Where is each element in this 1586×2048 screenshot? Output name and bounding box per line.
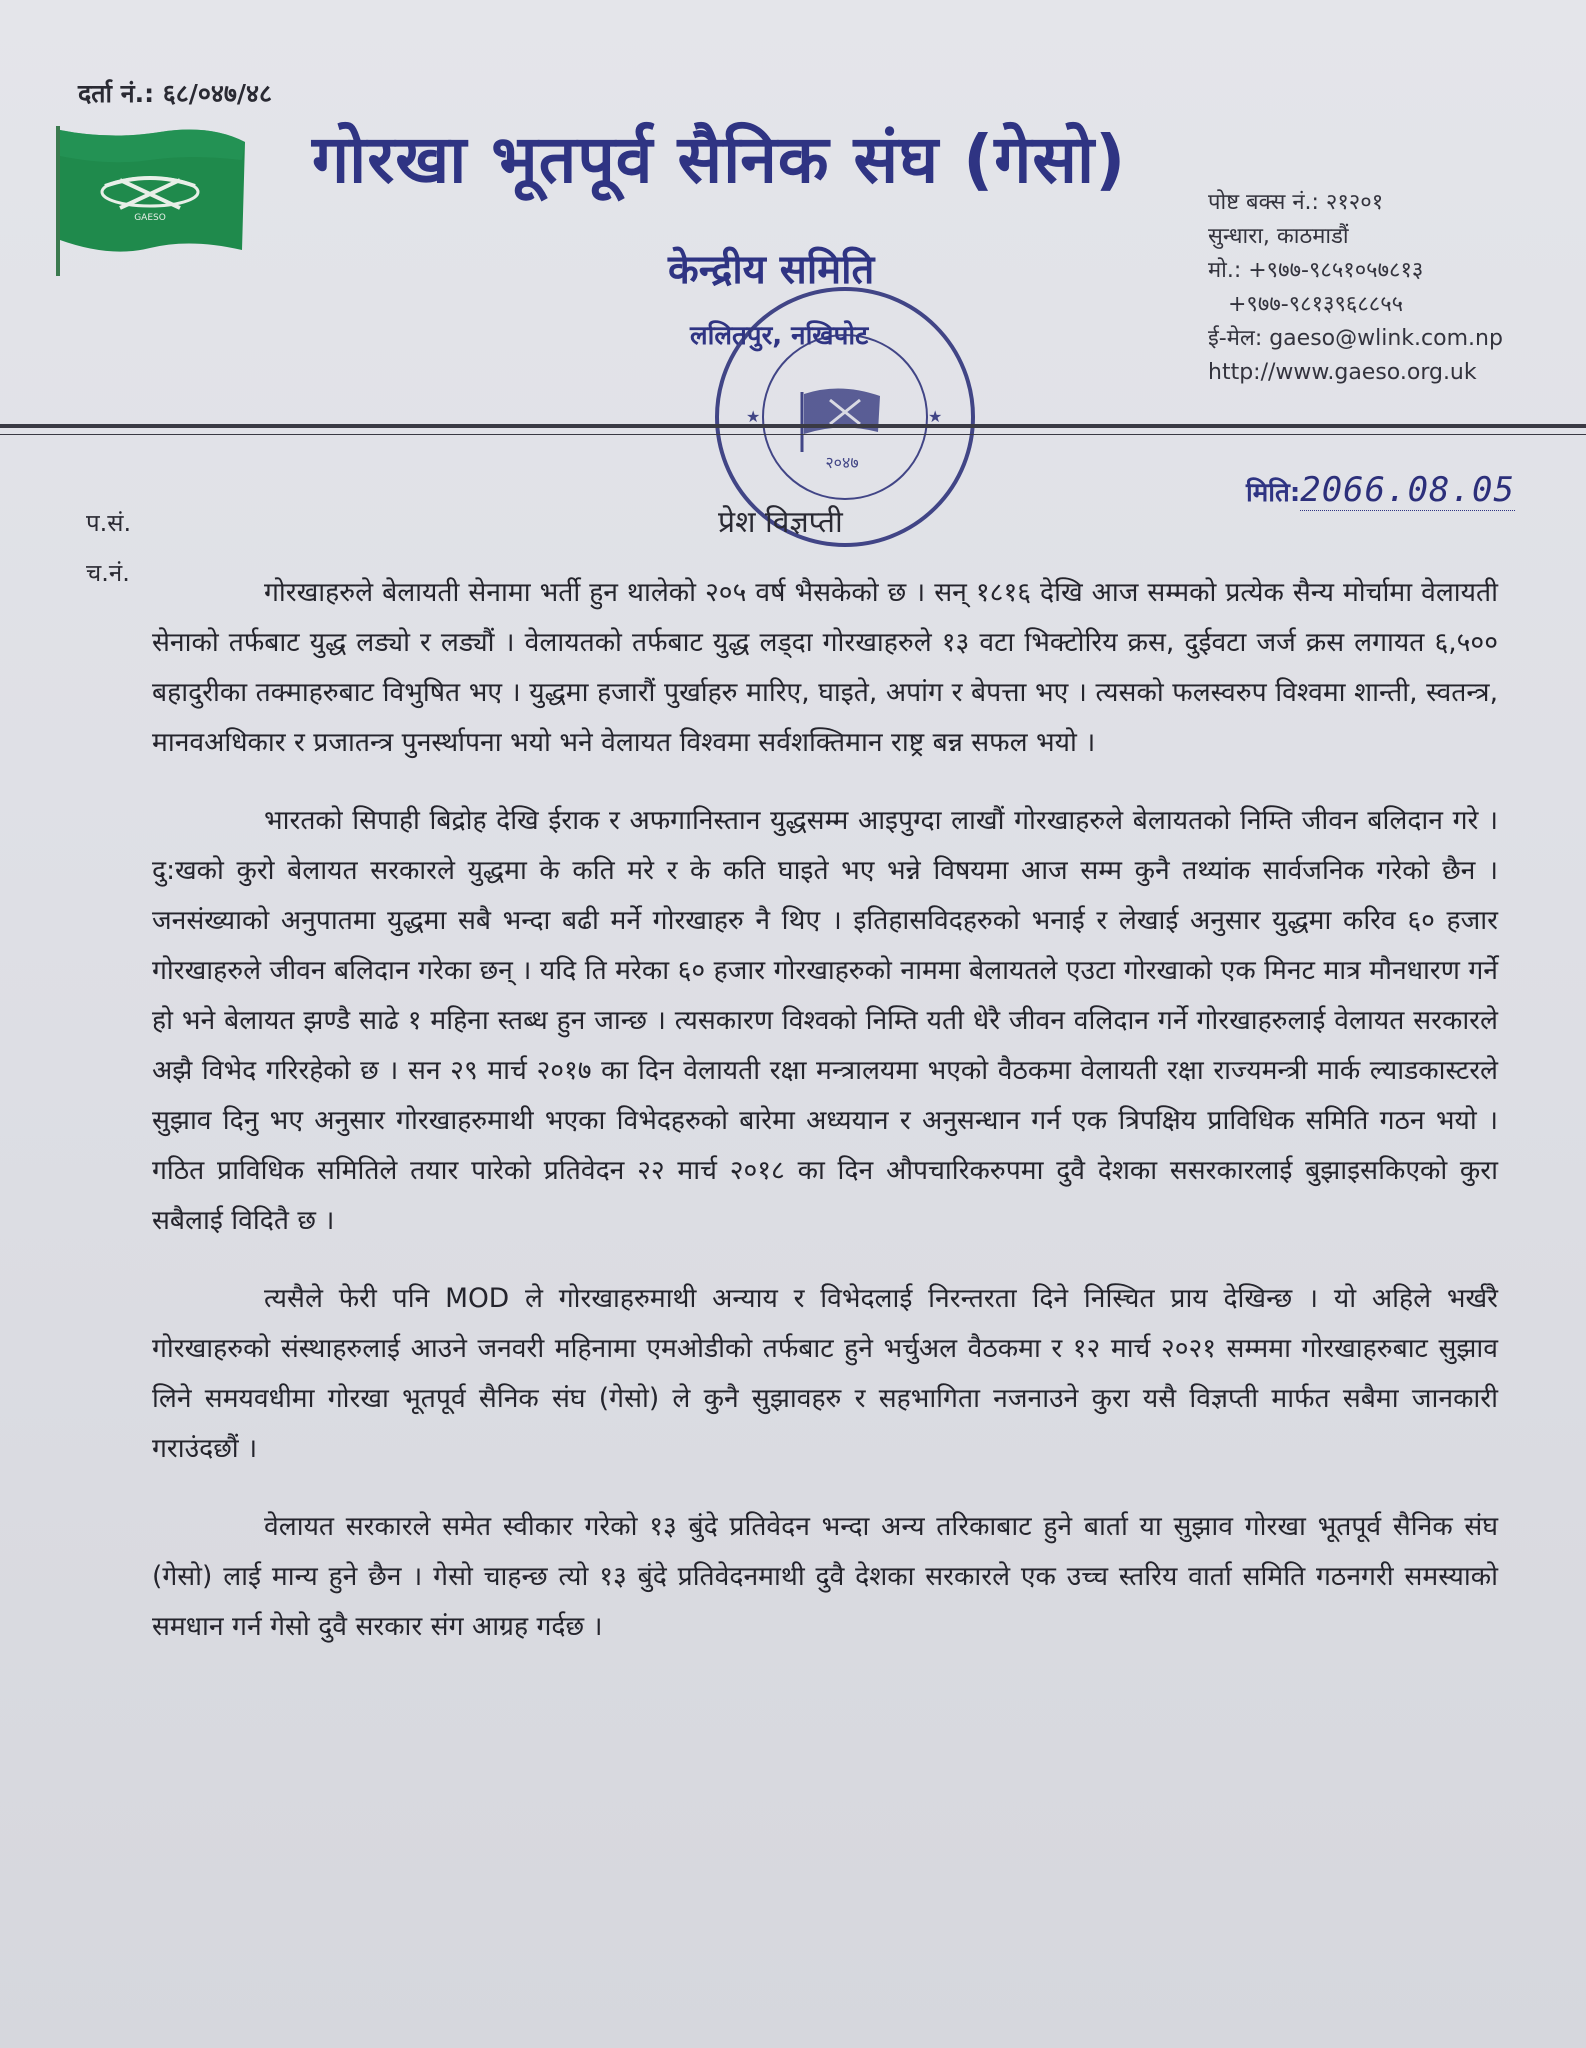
po-box: पोष्ट बक्स नं.: २१२०१ xyxy=(1208,190,1384,215)
stamp-year: २०४७ xyxy=(825,453,859,472)
date-label: मिति: xyxy=(1246,478,1301,508)
address: सुन्धारा, काठमाडौं xyxy=(1208,224,1349,249)
registration-number: दर्ता नं.: ६८/०४७/४८ xyxy=(78,79,273,108)
date-value: 2066.08.05 xyxy=(1300,470,1515,510)
paragraph-4: वेलायत सरकारले समेत स्वीकार गरेको १३ बुंदे प्रतिवेदन भन्दा अन्य तरिकाबाट हुने बार्ता या सुझाव गोरखा भूतपूर्व सैनिक संघ (गेसो) लाई मान्य हुने छैन । गेसो चाहन्छ त्यो १३ बुंदे प्रतिवेदनमाथी दुवै देशका सरकारले एक उच्च स्तरिय वार्ता समिति गठनगरी समस्याको समधान गर्न गेसो दुवै सरकार संग आग्रह गर्दछ । xyxy=(152,1511,1498,1642)
mobile-2: +९७७-९८१३९६८८५५ xyxy=(1228,292,1404,317)
email: ई-मेल: gaeso@wlink.com.np xyxy=(1208,326,1503,351)
date-field xyxy=(1246,470,1515,510)
mobile-1: मो.: +९७७-९८५१०५७८१३ xyxy=(1208,258,1424,283)
header-rule-thick xyxy=(0,424,1586,428)
reference-cn: च.नं. xyxy=(86,559,130,587)
reference-ps: प.सं. xyxy=(86,509,132,537)
flag-logo xyxy=(50,120,250,280)
flag-icon xyxy=(50,120,250,280)
paragraph-1: गोरखाहरुले बेलायती सेनामा भर्ती हुन थालेको २०५ वर्ष भैसकेको छ । सन् १८१६ देखि आज सम्मको प्रत्येक सैन्य मोर्चामा वेलायती सेनाको तर्फबाट युद्ध लड्यो र लड्यौं । वेलायतको तर्फबाट युद्ध लड्दा गोरखाहरुले १३ वटा भिक्टोरिय क्रस, दुईवटा जर्ज क्रस लगायत ६,५०० बहादुरीका तक्माहरुबाट विभुषित भए । युद्धमा हजारौं पुर्खाहरु मारिए, घाइते, अपांग र बेपत्ता भए । त्यसको फलस्वरुप विश्वमा शान्ती, स्वतन्त्र, मानवअधिकार र प्रजातन्त्र पुनर्स्थापना भयो भने वेलायत विश्वमा सर्वशक्तिमान राष्ट्र बन्न सफल भयो । xyxy=(152,577,1498,758)
contact-block xyxy=(1208,186,1503,390)
letter-body xyxy=(152,568,1498,1680)
committee-location: ललितपुर, नखिपोट xyxy=(690,321,869,351)
paragraph-3: त्यसैले फेरी पनि MOD ले गोरखाहरुमाथी अन्याय र विभेदलाई निरन्तरता दिने निस्चित प्राय देखिन्छ । यो अहिले भर्खरै गोरखाहरुको संस्थाहरुलाई आउने जनवरी महिनामा एमओडीको तर्फबाट हुने भर्चुअल वैठकमा र १२ मार्च २०२१ सम्ममा गोरखाहरुबाट सुझाव लिने समयवधीमा गोरखा भूतपूर्व सैनिक संघ (गेसो) ले कुनै सुझावहरु र सहभागिता नजनाउने कुरा यसै विज्ञप्ती मार्फत सबैमा जानकारी गराउंदछौं । xyxy=(152,1283,1498,1464)
svg-text:★: ★ xyxy=(746,407,761,426)
notice-title: प्रेश विज्ञप्ती xyxy=(718,505,843,540)
website: http://www.gaeso.org.uk xyxy=(1208,360,1477,385)
header-rule-thin xyxy=(0,434,1586,435)
svg-text:★: ★ xyxy=(928,407,943,426)
committee-name: केन्द्रीय समिति xyxy=(668,247,875,293)
organization-name: गोरखा भूतपूर्व सैनिक संघ (गेसो) xyxy=(312,121,1127,198)
paragraph-2: भारतको सिपाही बिद्रोह देखि ईराक र अफगानिस्तान युद्धसम्म आइपुग्दा लाखौं गोरखाहरुले बेलायतको निम्ति जीवन बलिदान गरे । दु:खको कुरो बेलायत सरकारले युद्धमा के कति मरे र के कति घाइते भए भन्ने विषयमा आज सम्म कुनै तथ्यांक सार्वजनिक गरेको छैन । जनसंख्याको अनुपातमा युद्धमा सबै भन्दा बढी मर्ने गोरखाहरु नै थिए । इतिहासविदहरुको भनाई र लेखाई अनुसार युद्धमा करिव ६० हजार गोरखाहरुले जीवन बलिदान गरेका छन् । यदि ति मरेका ६० हजार गोरखाहरुको नाममा बेलायतले एउटा गोरखाको एक मिनट मात्र मौनधारण गर्ने हो भने बेलायत झण्डै साढे १ महिना स्तब्ध हुन जान्छ । त्यसकारण विश्वको निम्ति यती धेरै जीवन वलिदान गर्ने गोरखाहरुलाई वेलायत सरकारले अझै विभेद गरिरहेको छ । सन २९ मार्च २०१७ का दिन वेलायती रक्षा मन्त्रालयमा भएको वैठकमा वेलायती रक्षा राज्यमन्त्री मार्क ल्याडकास्टरले सुझाव दिनु भए अनुसार गोरखाहरुमाथी भएका विभेदहरुको बारेमा अध्ययान र अनुसन्धान गर्न एक त्रिपक्षिय प्राविधिक समिति गठन भयो । गठित प्राविधिक समितिले तयार पारेको प्रतिवेदन २२ मार्च २०१८ का दिन औपचारिकरुपमा दुवै देशका ससरकारलाई बुझाइसकिएको कुरा सबैलाई विदितै छ । xyxy=(152,805,1498,1236)
flag-emblem-text: GAESO xyxy=(134,213,166,223)
